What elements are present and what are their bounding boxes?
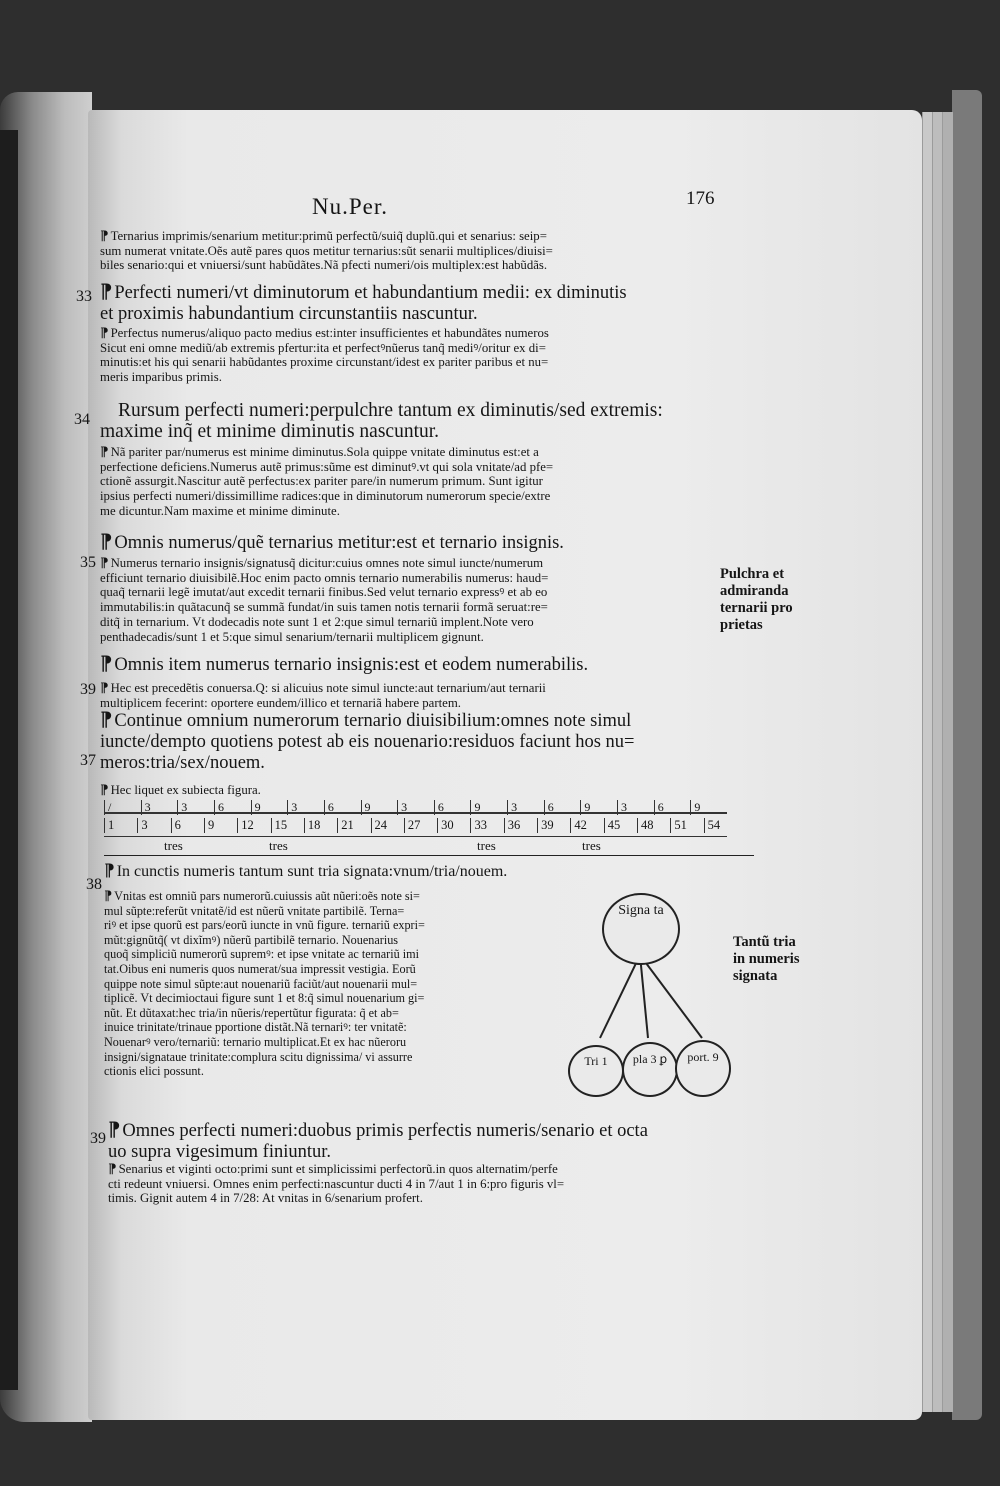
right-cover xyxy=(952,90,982,1420)
diagram-line xyxy=(640,955,702,1038)
pilcrow-icon: ⁋ xyxy=(100,325,109,340)
proposition-39: ⁋ Omnes perfecti numeri:duobus primis perfectis numeris/senario et octa uo supra vigesimum finiuntur. xyxy=(108,1120,648,1162)
table-cell: 6 xyxy=(171,818,204,833)
proposition-number: 37 xyxy=(80,752,96,769)
table-rule xyxy=(104,836,727,837)
table-cell: 6 xyxy=(324,800,361,815)
proposition-number: 39 xyxy=(80,681,96,698)
table-cell: 6 xyxy=(434,800,471,815)
table-cell: 21 xyxy=(337,818,370,833)
circle-signata: Signa ta xyxy=(602,893,680,965)
proposition-number: 35 xyxy=(80,554,96,571)
proposition-35: ⁋ Omnis numerus/quẽ ternarius metitur:est et ternario insignis. xyxy=(100,532,564,553)
paragraph-38: ⁋ Vnitas est omniũ pars numerorũ.cuiussis aũt nũeri:oẽs note si= mul sũpte:referũt vnitatẽ/id est nũerũ vnitate partibilẽ. Terna= riꝰ et ipse quorũ est pars/eorũ iuncte in vnũ figure. ternariũ expri= mũt:gignũtq̃( vt dixĩmꝰ) nũerũ partibilẽ ternario. Nouenarius quoq̃ simpliciũ numerorũ supremꝰ: et ipse vnitate ac ternariũ imi tat.Oibus eni numeris quos numerat/sua impressit vestigia. Eorũ quippe note simul sũpte:aut nouenariũ faciũt/aut nouenarii mul= tiplicẽ. Vt decimioctaui figure sunt 1 et 8:q̃ simul nouenarium gi= nũt. Et dũtaxat:hec tria/in nũeris/repertũtur figurata: q̃ et ab= inuice trinitate/trinaue pportione distãt.Nã ternariꝰ: ter vnitatẽ: Nouenarꝰ vero/ternariũ: ternario multiplicat.Et ex hac nũeroru insigni/signataue trinitate:complura scitu dignissima/ vi assurre ctionis elici possunt. xyxy=(104,889,425,1079)
pilcrow-icon: ⁋ xyxy=(108,1161,117,1176)
table-cell: 9 xyxy=(580,800,617,815)
diagram-line xyxy=(640,955,648,1038)
paragraph-ternarius: ⁋ Ternarius imprimis/senarium metitur:primũ perfectũ/suiq̃ duplũ.qui et senarius: seip= sum numerat vnitate.Oẽs autẽ pares quos metitur ternarius:sũt senarii multiplices/diuisi= biles senario:qui et vniuersi/sunt habũdãtes.Nã pfecti numeri/ois multiplex:est habũdãs. xyxy=(100,228,553,273)
pilcrow-icon: ⁋ xyxy=(100,532,113,553)
table-cell: 36 xyxy=(504,818,537,833)
pilcrow-icon: ⁋ xyxy=(100,228,109,243)
pilcrow-icon: ⁋ xyxy=(100,680,109,695)
pilcrow-icon: ⁋ xyxy=(104,889,113,903)
ternary-table-row2 xyxy=(104,818,737,834)
margin-note-signata: Tantũ tria in numeris signata xyxy=(733,934,800,984)
circle-portio: port. 9 xyxy=(675,1040,731,1097)
proposition-33: ⁋ Perfecti numeri/vt diminutorum et habundantium medii: ex diminutis et proximis habundantium circunstantiis nascuntur. xyxy=(100,282,627,324)
proposition-37: ⁋ Continue omnium numerorum ternario diuisibilium:omnes note simul iuncte/dempto quotiens potest ab eis nouenario:residuos faciunt hos nu= meros:tria/sex/nouem. xyxy=(100,710,635,773)
table-cell: 9 xyxy=(361,800,398,815)
pilcrow-icon: ⁋ xyxy=(100,444,109,459)
left-binding xyxy=(0,130,18,1390)
proposition-34: Rursum perfecti numeri:perpulchre tantum ex diminutis/sed extremis: maxime inq̃ et minime diminutis nascuntur. xyxy=(100,400,663,442)
pilcrow-icon: ⁋ xyxy=(108,1120,121,1141)
table-cell: 1 xyxy=(104,818,137,833)
page-stack-edge xyxy=(942,112,953,1412)
table-cell: 15 xyxy=(271,818,304,833)
table-cell: 42 xyxy=(570,818,603,833)
table-cell: 3 xyxy=(177,800,214,815)
table-cell: 3 xyxy=(617,800,654,815)
proposition-number: 33 xyxy=(76,288,92,305)
folio-number: 176 xyxy=(686,188,715,209)
pilcrow-icon: ⁋ xyxy=(104,861,115,880)
pilcrow-icon: ⁋ xyxy=(100,282,113,303)
pilcrow-icon: ⁋ xyxy=(100,555,109,570)
table-cell: 9 xyxy=(690,800,727,815)
diagram-line xyxy=(600,955,640,1038)
table-cell: 6 xyxy=(654,800,691,815)
running-header: Nu.Per. xyxy=(312,194,388,219)
table-cell: 48 xyxy=(637,818,670,833)
table-cell: 3 xyxy=(397,800,434,815)
table-cell: 3 xyxy=(287,800,324,815)
pilcrow-icon: ⁋ xyxy=(100,782,109,797)
table-cell: 45 xyxy=(604,818,637,833)
proposition-number: 38 xyxy=(86,876,102,893)
table-cell: 54 xyxy=(704,818,737,833)
circle-tria: Tri 1 xyxy=(568,1045,624,1097)
paragraph-39: ⁋ Senarius et viginti octo:primi sunt et simplicissimi perfectorũ.in quos alternatim/perfe cti redeunt vniuersi. Omnes enim perfecti:nascuntur ducti 4 in 7/aut 1 in 6:pro figuris vl= timis. Gignit autem 4 in 7/28: At vnitas in 6/senarium profert. xyxy=(108,1161,565,1206)
table-cell: 6 xyxy=(544,800,581,815)
figure-caption: ⁋ Hec liquet ex subiecta figura. xyxy=(100,782,261,797)
table-cell: 30 xyxy=(437,818,470,833)
table-cell: 3 xyxy=(507,800,544,815)
table-cell: 12 xyxy=(237,818,270,833)
table-rule xyxy=(104,855,754,856)
table-cell: 33 xyxy=(470,818,503,833)
table-cell: 27 xyxy=(404,818,437,833)
proposition-number: 39 xyxy=(90,1130,106,1147)
proposition-36: ⁋ Omnis item numerus ternario insignis:est et eodem numerabilis. xyxy=(100,654,589,675)
paragraph-36: ⁋ Hec est precedẽtis conuersa.Q: si alicuius note simul iuncte:aut ternarium/aut ternarii multiplicem fecerint: oportere eundem/illico et ternariã habere partem. xyxy=(100,680,546,710)
paragraph-34: ⁋ Nã pariter par/numerus est minime diminutus.Sola quippe vnitate diminutus est:et a perfectione deficiens.Numerus autẽ primus:sũme est diminutꝰ.vt qui sola vnitate/ad pfe= ctionẽ assurgit.Nascitur autẽ perfectus:ex pariter pare/in numerum primum. Sunt igitur ipsius perfecti numeri/dissimillime radices:que in diminutorum numerorum specie/extre me dicuntur.Nam maxime et minime diminute. xyxy=(100,444,554,518)
table-cell: 24 xyxy=(371,818,404,833)
table-cell: / xyxy=(104,800,141,815)
table-cell: 9 xyxy=(470,800,507,815)
pilcrow-icon: ⁋ xyxy=(100,654,113,675)
table-cell: 9 xyxy=(204,818,237,833)
table-cell: 6 xyxy=(214,800,251,815)
paragraph-33: ⁋ Perfectus numerus/aliquo pacto medius est:inter insufficientes et habundãtes numeros Sicut eni omne mediũ/ab extremis pfertur:ita et perfectꝰnũerus tanq̃ mediꝰ/oritur ex di= minutis:et his qui senarii habũdantes proxime circunstant/idest ex pariter paribus et nu= meris imparibus primis. xyxy=(100,325,549,385)
pilcrow-icon: ⁋ xyxy=(100,710,113,731)
table-cell: 3 xyxy=(141,800,178,815)
table-cell: 18 xyxy=(304,818,337,833)
table-cell: 39 xyxy=(537,818,570,833)
table-cell: 3 xyxy=(137,818,170,833)
paragraph-35: ⁋ Numerus ternario insignis/signatusq̃ dicitur:cuius omnes note simul iuncte/numerum efficiunt ternario diuisibilẽ.Hoc enim pacto omnis ternario numerabilis numerus: haud= quaq̃ ternarii legẽ imutat/aut excedit ternarii finibus.Sed velut ternario expressꝰ et ab eo immutabilis:in quãtacunq̃ se summã fundat/in suis tamen notis ternarii formã seruat:re= ditq̃ in ternarium. Vt dodecadis note sunt 1 et 2:que simul ternariũ implent.Note vero penthadecadis/sunt 1 et 5:que simul senarium/ternarii multiplicem gignunt. xyxy=(100,555,549,644)
proposition-38: ⁋ In cunctis numeris tantum sunt tria signata:vnum/tria/nouem. xyxy=(104,861,508,880)
circle-plaper: pla 3 ꝑ xyxy=(622,1042,678,1097)
table-cell: 51 xyxy=(670,818,703,833)
table-cell: 9 xyxy=(251,800,288,815)
proposition-number: 34 xyxy=(74,411,90,428)
margin-note-ternarii: Pulchra et admiranda ternarii pro prietas xyxy=(720,566,793,633)
table-rule xyxy=(104,812,727,814)
